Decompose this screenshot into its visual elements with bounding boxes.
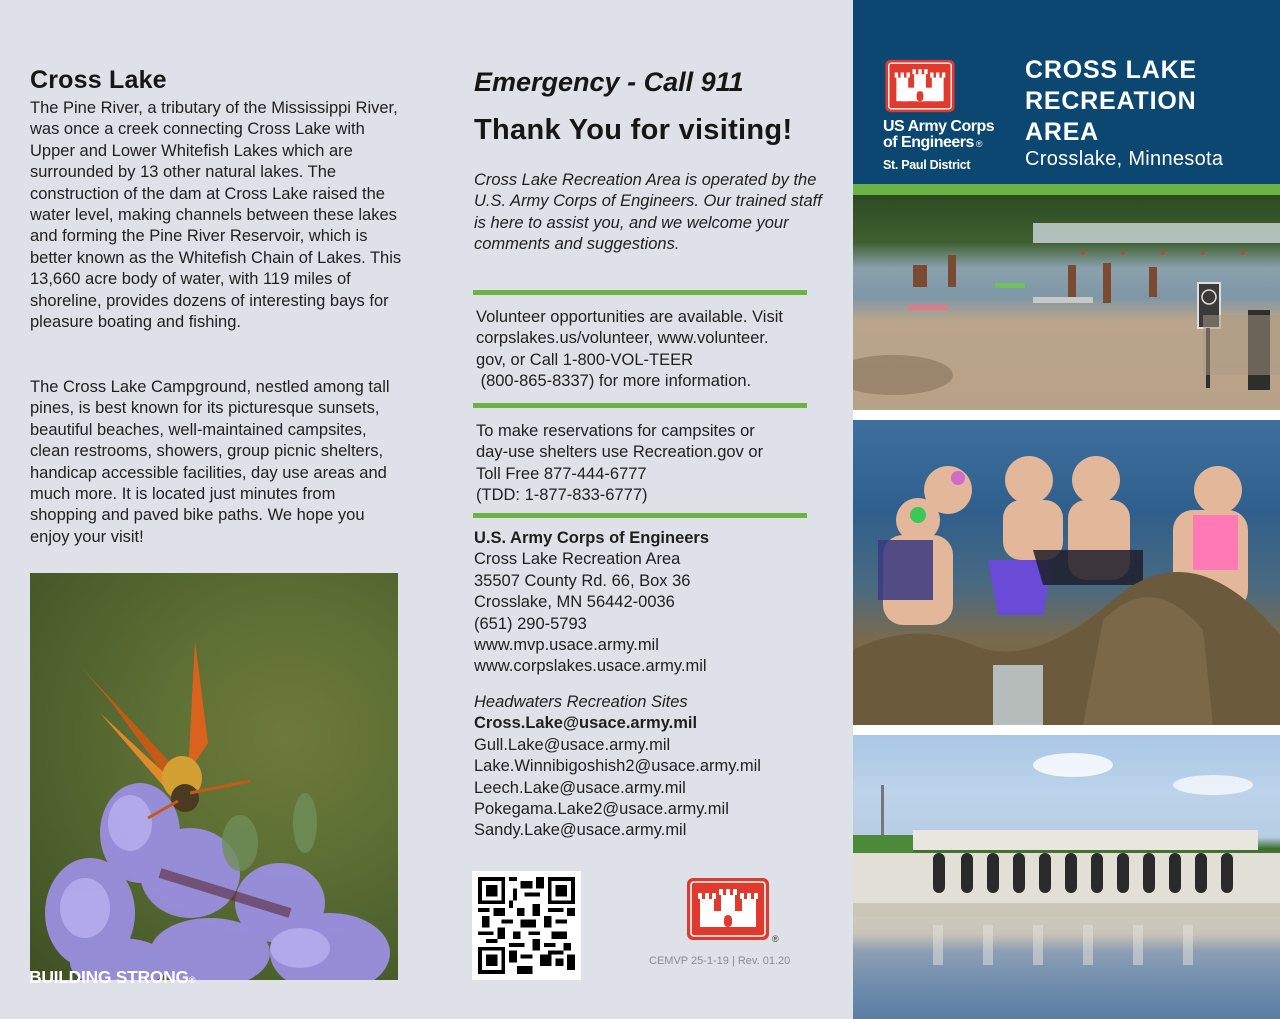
campground-paragraph: The Cross Lake Campground, nestled among tall pines, is best known for its picturesque sunsets, beautiful beaches, well-maintained campsites, clean restrooms, showers, group picnic shelters, handicap accessible facilities, day use areas and much more. It is located just minutes from shopping and paved bike paths. We hope you enjoy your visit! (30, 378, 390, 546)
section-title: Cross Lake (30, 66, 167, 94)
usace-wordmark (883, 119, 994, 152)
email-sandy-lake[interactable]: Sandy.Lake@usace.army.mil (474, 821, 687, 840)
right-panel (853, 0, 1280, 1019)
document-code: CEMVP 25-1-19 | Rev. 01.20 (649, 955, 791, 967)
contact-org: U.S. Army Corps of Engineers (474, 529, 710, 547)
green-accent-bar (853, 184, 1280, 195)
org-line-1: US Army Corps (883, 118, 995, 135)
title-banner (853, 0, 1280, 184)
volunteer-line: Volunteer opportunities are available. Visit (476, 308, 783, 326)
usace-castle-logo-icon (686, 877, 770, 941)
beach-photo (853, 195, 1280, 410)
tagline-text: BUILDING STRONG (29, 967, 189, 987)
title-line: AREA (1025, 118, 1100, 146)
thank-you-heading: Thank You for visiting! (474, 114, 793, 146)
title-line: CROSS LAKE (1025, 56, 1197, 84)
children-sandcastle-photo (853, 420, 1280, 725)
brochure-title (1025, 55, 1197, 148)
left-panel (0, 0, 426, 1019)
tdd-phone: (TDD: 1-877-833-6777) (476, 486, 648, 505)
registered-mark: ® (772, 934, 779, 944)
recreation-sites-emails (474, 692, 824, 842)
reservation-info (476, 421, 826, 507)
email-winnibigoshish[interactable]: Lake.Winnibigoshish2@usace.army.mil (474, 757, 761, 776)
butterfly-photo (30, 573, 398, 980)
registered-mark: ® (188, 975, 196, 985)
divider (473, 290, 807, 295)
contact-address: 35507 County Rd. 66, Box 36 (474, 571, 691, 590)
website-link-corpslakes[interactable]: www.corpslakes.usace.army.mil (474, 657, 707, 676)
volunteer-phone-number: (800-865-8337) for more information. (476, 372, 752, 391)
history-paragraph: The Pine River, a tributary of the Mississippi River, was once a creek connecting Cross Lake with Upper and Lower Whitefish Lakes which are surrounded by 13 other natural lakes. The construction of the dam at Cross Lake raised the water level, making channels between these lakes and forming the Pine River Reservoir, which is better known as the Whitefish Chain of Lakes. This 13,660 acre body of water, with 119 miles of shoreline, provides dozens of interesting bays for pleasure boating and fishing. (30, 99, 402, 332)
email-cross-lake[interactable]: Cross.Lake@usace.army.mil (474, 714, 698, 733)
org-line-2: of Engineers (883, 133, 974, 151)
email-gull-lake[interactable]: Gull.Lake@usace.army.mil (474, 735, 671, 754)
divider (473, 513, 807, 518)
emergency-notice: Emergency - Call 911 (474, 67, 744, 97)
contact-phone: (651) 290-5793 (474, 614, 587, 633)
location-subtitle: Crosslake, Minnesota (1025, 148, 1224, 170)
divider (473, 403, 807, 408)
operated-by-text: Cross Lake Recreation Area is operated by the U.S. Army Corps of Engineers. Our trained staff is here to assist you, and we welcome your comments and suggestions. (474, 171, 822, 254)
qr-code[interactable] (472, 871, 581, 980)
usace-castle-logo-icon (883, 59, 957, 113)
reservation-line: To make reservations for campsites or (476, 422, 755, 440)
qr-code-icon (478, 877, 575, 974)
email-pokegama-lake[interactable]: Pokegama.Lake2@usace.army.mil (474, 800, 729, 819)
contact-site-name: Cross Lake Recreation Area (474, 550, 681, 569)
building-strong-tagline (29, 967, 195, 988)
title-line: RECREATION (1025, 87, 1197, 115)
middle-panel (426, 0, 853, 1019)
dam-photo (853, 735, 1280, 1019)
volunteer-link[interactable]: corpslakes.us/volunteer, www.volunteer. (476, 329, 769, 348)
sites-heading: Headwaters Recreation Sites (474, 693, 688, 711)
volunteer-info (476, 307, 826, 393)
registered-mark: ® (975, 138, 983, 149)
volunteer-phone: gov, or Call 1-800-VOL-TEER (476, 350, 694, 369)
contact-city: Crosslake, MN 56442-0036 (474, 593, 675, 612)
contact-block (474, 528, 824, 678)
district-name: St. Paul District (883, 158, 971, 172)
website-link-mvp[interactable]: www.mvp.usace.army.mil (474, 636, 659, 655)
email-leech-lake[interactable]: Leech.Lake@usace.army.mil (474, 778, 686, 797)
toll-free-phone: Toll Free 877-444-6777 (476, 464, 647, 483)
reservation-link[interactable]: day-use shelters use Recreation.gov or (476, 443, 764, 462)
